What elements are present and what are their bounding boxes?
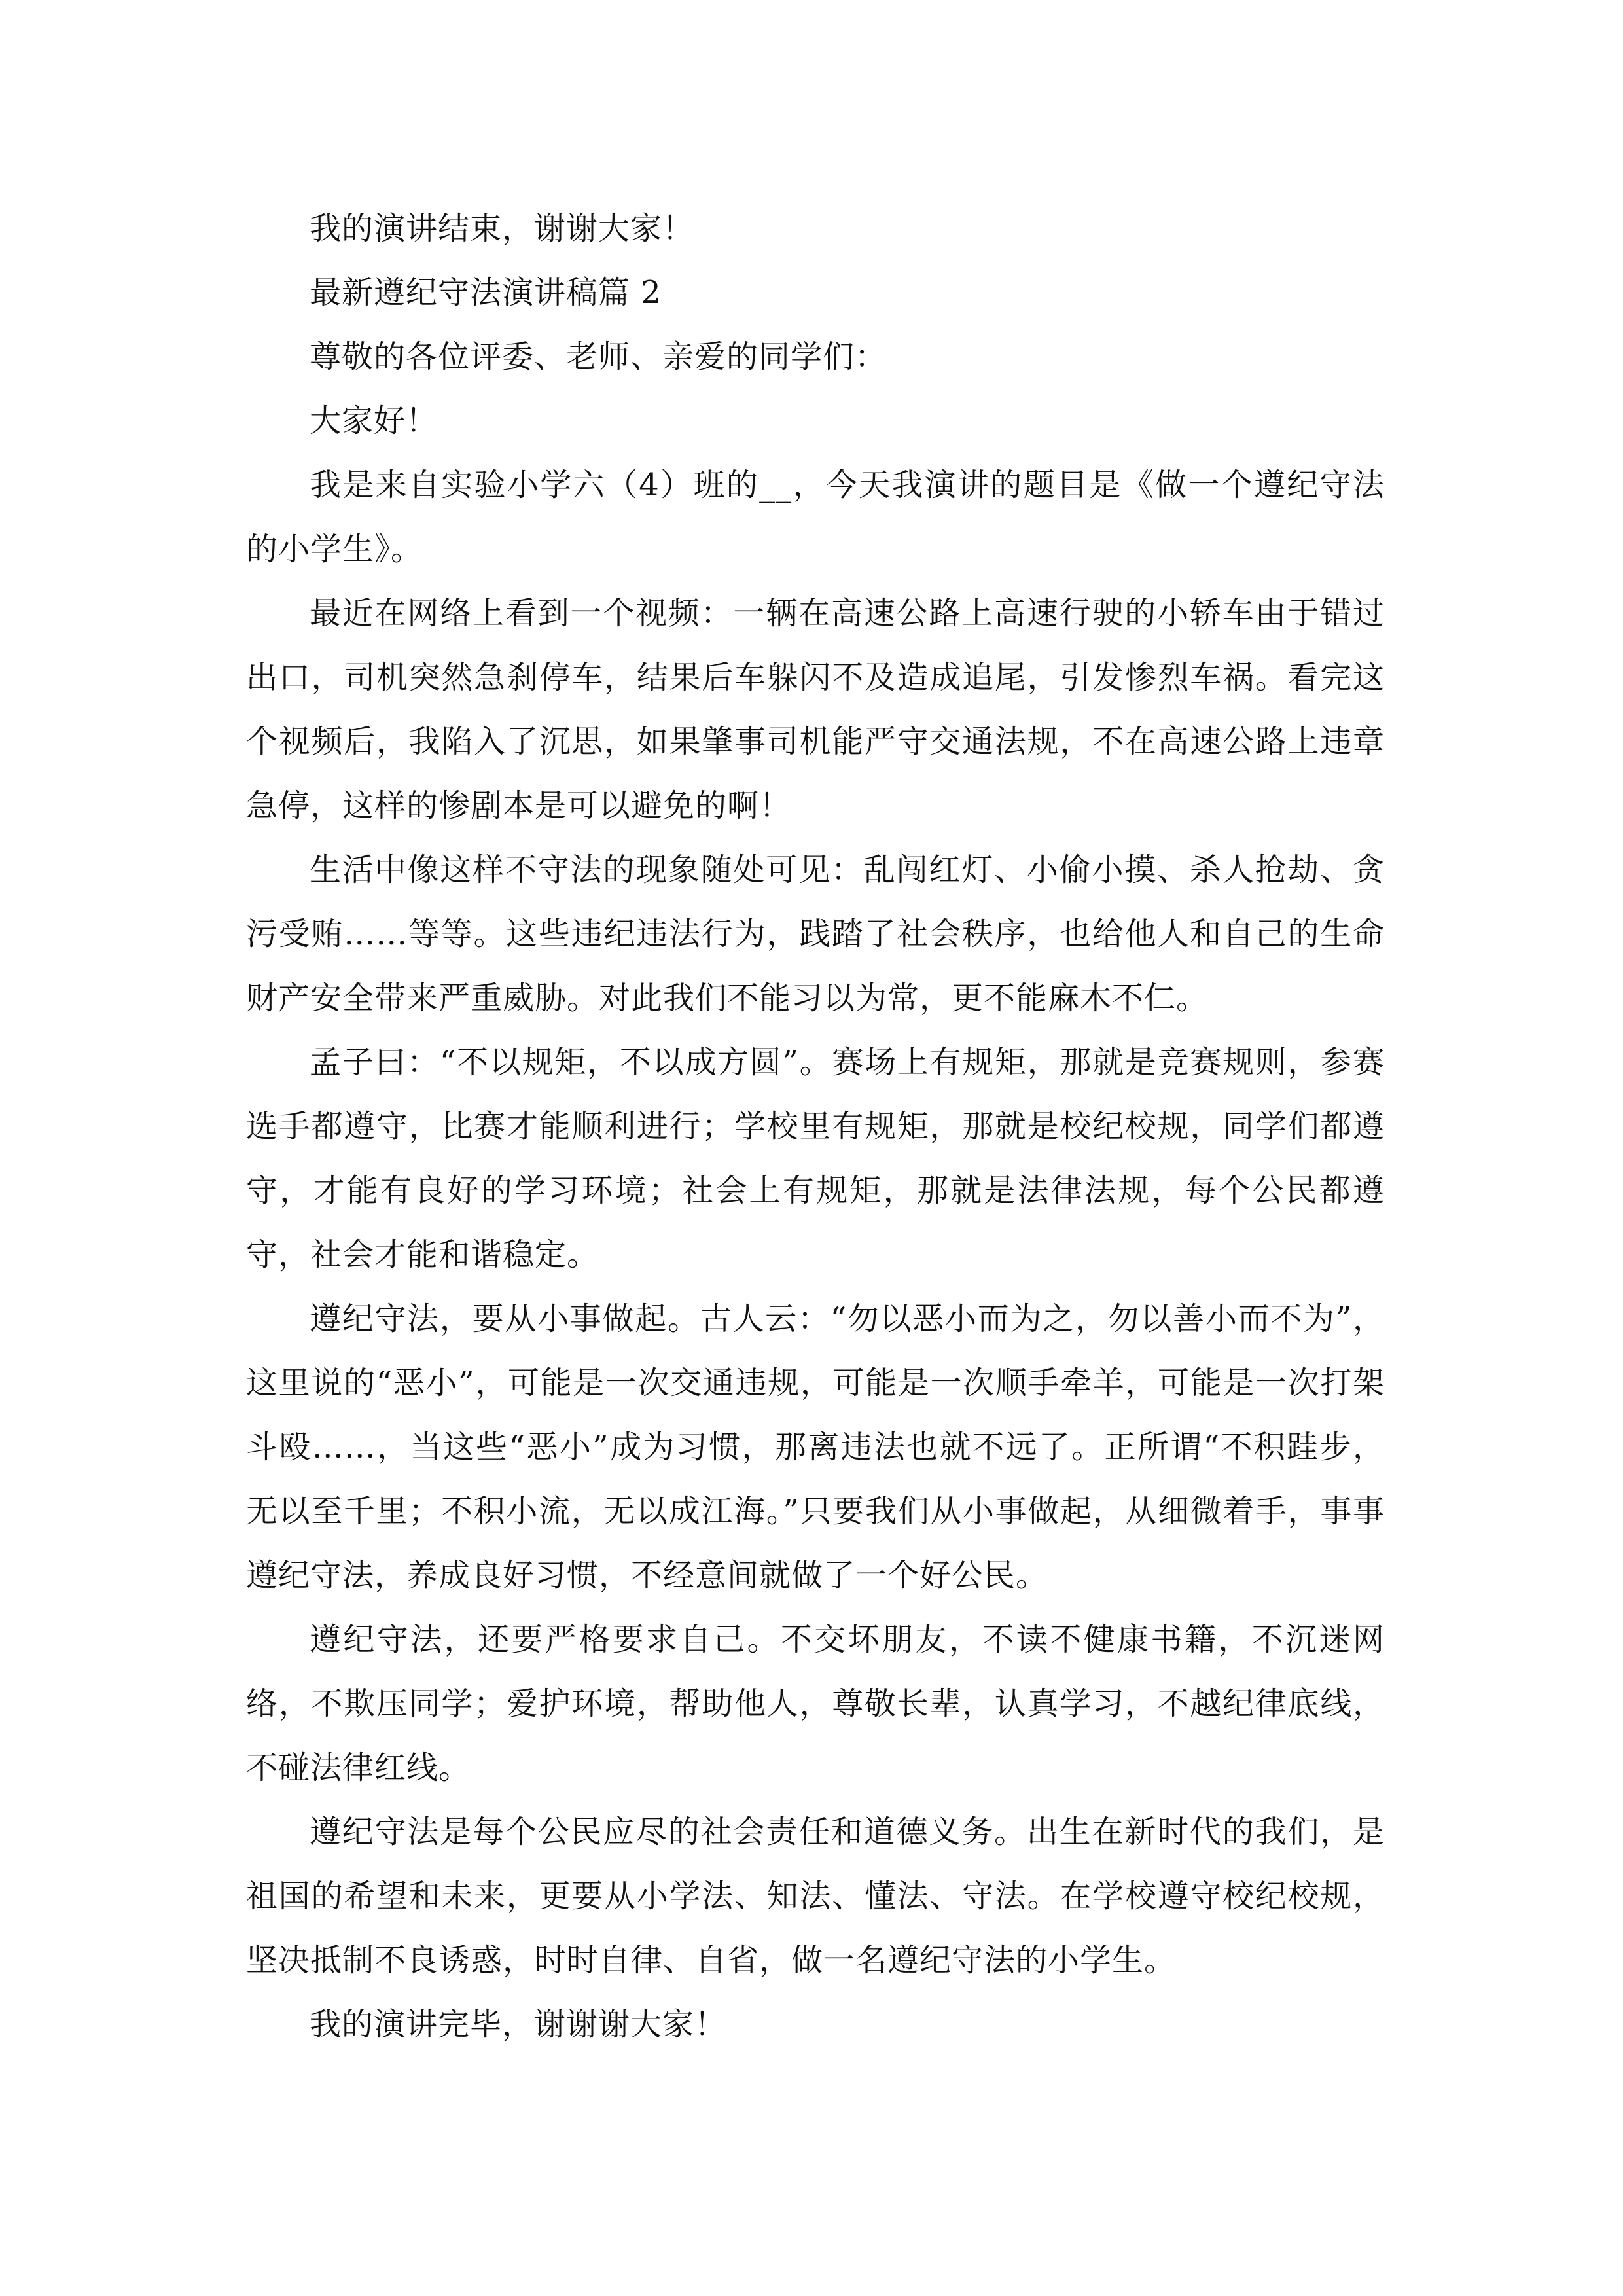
body-paragraph-duty: 遵纪守法是每个公民应尽的社会责任和道德义务。出生在新时代的我们，是祖国的希望和未来，更要从小学法、知法、懂法、守法。在学校遵守校纪校规，坚决抵制不良诱惑，时时自律、自省，做一名遵纪守法的小学生。: [246, 1814, 1385, 1979]
section-heading: 最新遵纪守法演讲稿篇 2: [310, 274, 662, 311]
body-paragraph-video: 最近在网络上看到一个视频：一辆在高速公路上高速行驶的小轿车由于错过出口，司机突然急刹停车，结果后车躲闪不及造成追尾，引发惨烈车祸。看完这个视频后，我陷入了沉思，如果肇事司机能严守交通法规，不在高速公路上违章急停，这样的惨剧本是可以避免的啊！: [246, 595, 1385, 824]
intro-paragraph: 我是来自实验小学六（4）班的__，今天我演讲的题目是《做一个遵纪守法的小学生》。: [246, 467, 1385, 567]
body-paragraph-phenomena: 生活中像这样不守法的现象随处可见：乱闯红灯、小偷小摸、杀人抢劫、贪污受贿……等等。这些违纪违法行为，践踏了社会秩序，也给他人和自己的生命财产安全带来严重威胁。对此我们不能习以为常，更不能麻木不仁。: [246, 852, 1385, 1016]
document-page: [246, 196, 1385, 2056]
body-paragraph-small-things: 遵纪守法，要从小事做起。古人云：“勿以恶小而为之，勿以善小而不为”，这里说的“恶小”，可能是一次交通违规，可能是一次顺手牵羊，可能是一次打架斗殴……，当这些“恶小”成为习惯，那离违法也就不远了。正所谓“不积跬步，无以至千里；不积小流，无以成江海。”只要我们从小事做起，从细微着手，事事遵纪守法，养成良好习惯，不经意间就做了一个好公民。: [246, 1300, 1385, 1594]
body-paragraph-self-discipline: 遵纪守法，还要严格要求自己。不交坏朋友，不读不健康书籍，不沉迷网络，不欺压同学；爱护环境，帮助他人，尊敬长辈，认真学习，不越纪律底线，不碰法律红线。: [246, 1621, 1385, 1786]
greeting: 大家好！: [310, 403, 438, 439]
closing-line-previous: 我的演讲结束，谢谢大家！: [310, 210, 695, 247]
salutation: 尊敬的各位评委、老师、亲爱的同学们：: [310, 338, 887, 375]
body-paragraph-mencius: 孟子曰：“不以规矩，不以成方圆”。赛场上有规矩，那就是竞赛规则，参赛选手都遵守，比赛才能顺利进行；学校里有规矩，那就是校纪校规，同学们都遵守，才能有良好的学习环境；社会上有规矩，那就是法律法规，每个公民都遵守，社会才能和谐稳定。: [246, 1044, 1385, 1273]
closing-line: 我的演讲完毕，谢谢谢大家！: [310, 2006, 727, 2043]
